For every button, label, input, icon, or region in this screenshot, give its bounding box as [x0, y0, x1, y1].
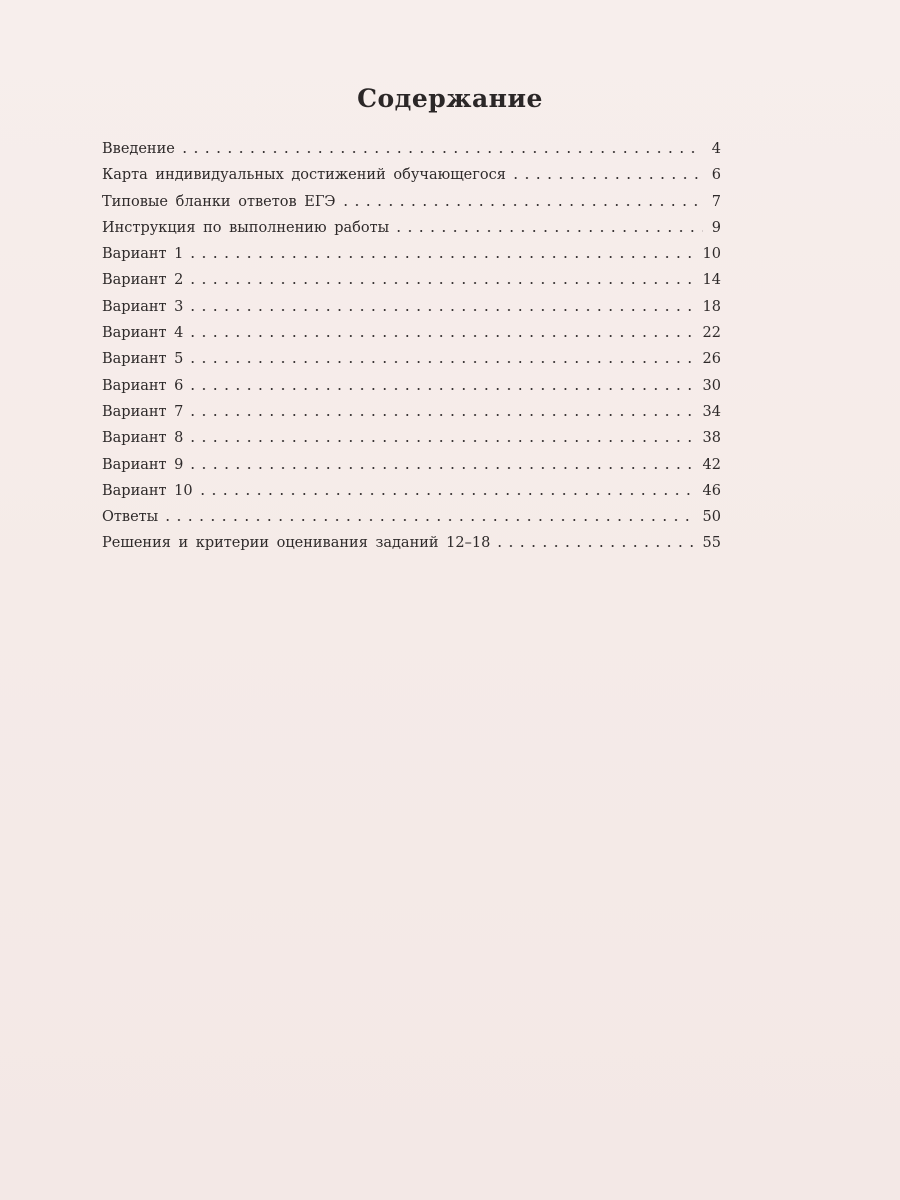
toc-entry-label: Вариант 10	[102, 482, 193, 499]
toc-entry-label: Вариант 9	[102, 456, 184, 473]
toc-entry-page: 22	[702, 325, 721, 342]
toc-entry	[102, 189, 721, 215]
dot-leader	[187, 414, 696, 416]
toc-entry-page: 42	[702, 456, 721, 473]
dot-leader	[187, 256, 696, 258]
toc-entry-page: 55	[702, 535, 721, 552]
dot-leader	[494, 545, 696, 547]
toc-entry-page: 30	[702, 377, 721, 394]
toc-entry-page: 10	[702, 246, 721, 263]
toc-entry	[102, 478, 721, 504]
toc-entry-label: Вариант 6	[102, 377, 184, 394]
dot-leader	[187, 335, 696, 337]
toc-entry-label: Инструкция по выполнению работы	[102, 219, 390, 236]
toc-entry	[102, 267, 721, 293]
toc-entry-page: 7	[711, 193, 721, 210]
toc-entry	[102, 504, 721, 530]
toc-entry-label: Вариант 4	[102, 325, 184, 342]
toc-entry-label: Вариант 8	[102, 430, 184, 447]
toc-entry-page: 34	[702, 403, 721, 420]
toc-entry-label: Вариант 5	[102, 351, 184, 368]
toc-entry-label: Вариант 1	[102, 246, 184, 263]
dot-leader	[179, 151, 703, 153]
toc-entry	[102, 320, 721, 346]
toc-entry-page: 50	[702, 509, 721, 526]
dot-leader	[187, 361, 696, 363]
dot-leader	[187, 309, 696, 311]
toc-entry-label: Введение	[102, 141, 175, 157]
toc-entry-label: Вариант 2	[102, 272, 184, 289]
dot-leader	[162, 519, 696, 521]
toc-entry	[102, 241, 721, 267]
dot-leader	[197, 493, 697, 495]
toc-entry	[102, 452, 721, 478]
toc-entry	[102, 294, 721, 320]
toc-entry-page: 38	[702, 430, 721, 447]
toc-entry	[102, 162, 721, 188]
toc-entry	[102, 399, 721, 425]
toc-entry-page: 9	[711, 219, 721, 236]
dot-leader	[187, 388, 696, 390]
page-title: Содержание	[357, 84, 543, 113]
toc-entry-page: 46	[702, 482, 721, 499]
dot-leader	[510, 177, 703, 179]
toc-entry-page: 14	[702, 272, 721, 289]
toc-entry-label: Вариант 3	[102, 298, 184, 315]
dot-leader	[340, 204, 703, 206]
toc-entry-page: 6	[711, 167, 721, 184]
toc-entry	[102, 373, 721, 399]
dot-leader	[393, 230, 703, 232]
toc-entry	[102, 346, 721, 372]
toc-entry-label: Типовые бланки ответов ЕГЭ	[102, 193, 336, 210]
dot-leader	[187, 467, 696, 469]
toc-entry-page: 26	[702, 351, 721, 368]
dot-leader	[187, 282, 696, 284]
toc-entry-page: 4	[711, 141, 721, 157]
toc-entry	[102, 136, 721, 162]
toc-entry-page: 18	[702, 298, 721, 315]
dot-leader	[187, 440, 696, 442]
table-of-contents	[102, 136, 721, 557]
toc-entry-label: Карта индивидуальных достижений обучающегося	[102, 167, 506, 184]
toc-entry-label: Вариант 7	[102, 403, 184, 420]
toc-entry	[102, 425, 721, 451]
toc-entry-label: Ответы	[102, 509, 159, 526]
toc-entry	[102, 530, 721, 556]
toc-entry	[102, 215, 721, 241]
toc-entry-label: Решения и критерии оценивания заданий 12–18	[102, 535, 491, 552]
